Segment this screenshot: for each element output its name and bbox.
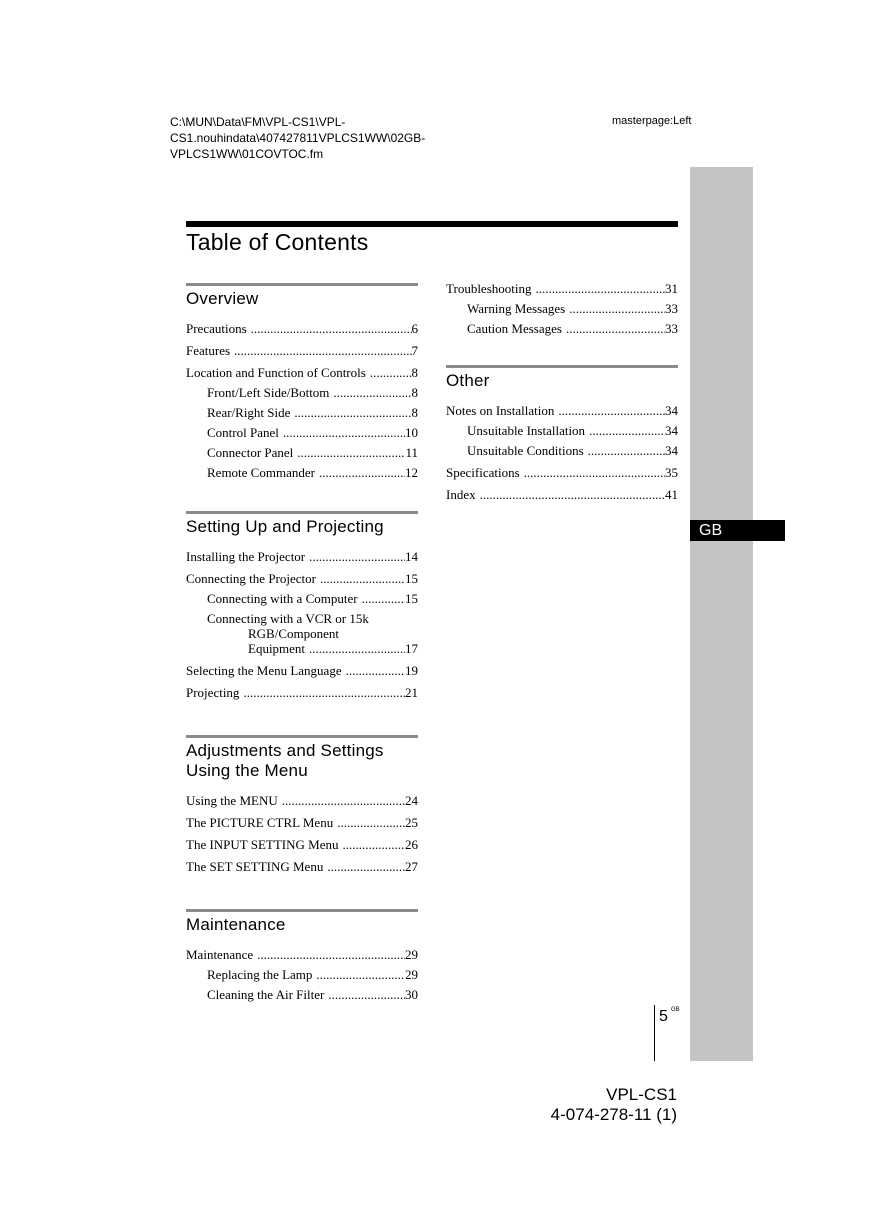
page-title: Table of Contents — [186, 229, 369, 255]
toc-entry-specifications[interactable]: Specifications ..... 35 — [446, 465, 678, 481]
side-thumb-bar — [690, 167, 753, 1061]
section-adjustments — [186, 735, 418, 875]
toc-entry-unsuitable-installation[interactable]: Unsuitable Installation ..... 34 — [446, 423, 678, 439]
toc-entry-unsuitable-conditions[interactable]: Unsuitable Conditions ..... 34 — [446, 443, 678, 459]
toc-entry-troubleshooting[interactable]: Troubleshooting ..... 31 — [446, 281, 678, 297]
toc-entry-control-panel[interactable]: Control Panel ..... 10 — [186, 425, 418, 441]
section-title: Maintenance — [186, 915, 286, 934]
toc-entry-connector-panel[interactable]: Connector Panel ..... 11 — [186, 445, 418, 461]
section-title: Other — [446, 371, 490, 390]
toc-entry-location-controls[interactable]: Location and Function of Controls ..... 8 — [186, 365, 418, 381]
toc-entry-input-setting[interactable]: The INPUT SETTING Menu ..... 26 — [186, 837, 418, 853]
page-number-suffix: GB — [671, 1007, 680, 1013]
toc-entry-index[interactable]: Index ..... 41 — [446, 487, 678, 503]
section-overview — [186, 283, 418, 481]
toc-entry-projecting[interactable]: Projecting ..... 21 — [186, 685, 418, 701]
toc-entry-installing[interactable]: Installing the Projector ..... 14 — [186, 549, 418, 565]
toc-entry-using-menu[interactable]: Using the MENU ..... 24 — [186, 793, 418, 809]
toc-right-column — [446, 275, 678, 503]
toc-entry-notes-installation[interactable]: Notes on Installation ..... 34 — [446, 403, 678, 419]
section-other — [446, 365, 678, 503]
toc-entry-front-left-bottom[interactable]: Front/Left Side/Bottom ..... 8 — [186, 385, 418, 401]
section-rule — [186, 511, 418, 514]
toc-entry-menu-language[interactable]: Selecting the Menu Language ..... 19 — [186, 663, 418, 679]
section-title: Overview — [186, 289, 259, 308]
toc-entry-connecting-vcr[interactable]: Connecting with a VCR or 15k RGB/Component Equipment ..... 17 — [186, 611, 418, 657]
toc-entry-precautions[interactable]: Precautions ..... 6 — [186, 321, 418, 337]
page-number-rule — [654, 1005, 655, 1061]
section-maintenance — [186, 909, 418, 1003]
toc-entry-connecting[interactable]: Connecting the Projector ..... 15 — [186, 571, 418, 587]
toc-entry-remote-commander[interactable]: Remote Commander ..... 12 — [186, 465, 418, 481]
toc-entry-warning-messages[interactable]: Warning Messages ..... 33 — [446, 301, 678, 317]
section-rule — [446, 365, 678, 368]
part-number: 4-074-278-11 (1) — [550, 1105, 677, 1124]
toc-entry-connecting-computer[interactable]: Connecting with a Computer ..... 15 — [186, 591, 418, 607]
section-rule — [186, 735, 418, 738]
toc-entry-cleaning-filter[interactable]: Cleaning the Air Filter ..... 30 — [186, 987, 418, 1003]
language-tab: GB — [690, 520, 785, 541]
section-rule — [186, 283, 418, 286]
section-setup — [186, 511, 418, 701]
section-title: Adjustments and Settings Using the Menu — [186, 741, 384, 780]
toc-entry-caution-messages[interactable]: Caution Messages ..... 33 — [446, 321, 678, 337]
model-name: VPL-CS1 — [606, 1085, 677, 1104]
section-title: Setting Up and Projecting — [186, 517, 384, 536]
masterpage-label: masterpage:Left — [612, 115, 692, 127]
toc-entry-picture-ctrl[interactable]: The PICTURE CTRL Menu ..... 25 — [186, 815, 418, 831]
toc-entry-replacing-lamp[interactable]: Replacing the Lamp ..... 29 — [186, 967, 418, 983]
toc-entry-maintenance[interactable]: Maintenance ..... 29 — [186, 947, 418, 963]
file-path: C:\MUN\Data\FM\VPL-CS1\VPL-CS1.nouhindata\407427811VPLCS1WW\02GB-VPLCS1WW\01COVTOC.fm — [170, 115, 426, 161]
toc-entry-features[interactable]: Features ..... 7 — [186, 343, 418, 359]
toc-left-column — [186, 283, 418, 1003]
toc-entry-rear-right-side[interactable]: Rear/Right Side ..... 8 — [186, 405, 418, 421]
title-rule — [186, 221, 678, 227]
section-rule — [186, 909, 418, 912]
toc-entry-set-setting[interactable]: The SET SETTING Menu ..... 27 — [186, 859, 418, 875]
section-troubleshooting — [446, 281, 678, 337]
page-number: 5 — [659, 1008, 668, 1025]
